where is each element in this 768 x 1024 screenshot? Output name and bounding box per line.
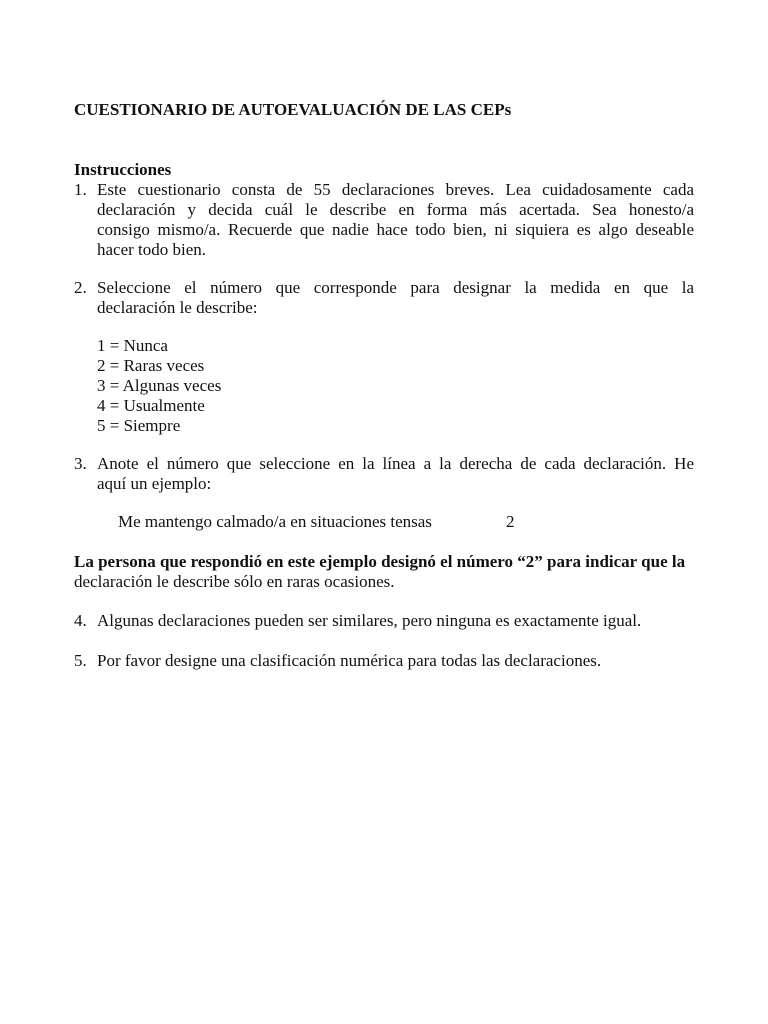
- scale-option: 1 = Nunca: [97, 336, 168, 355]
- instruction-number: 4.: [74, 611, 87, 630]
- instruction-text: [97, 454, 694, 494]
- instruction-item-2: [74, 278, 694, 318]
- example-explanation: [74, 552, 694, 592]
- rating-scale: [97, 336, 221, 436]
- instruction-number: 2.: [74, 278, 87, 297]
- explanation-line: declaración le describe sólo en raras ocasiones.: [74, 572, 395, 591]
- instruction-item-5: [74, 651, 694, 671]
- example-value: 2: [506, 512, 515, 531]
- instruction-number: 5.: [74, 651, 87, 670]
- scale-option: 5 = Siempre: [97, 416, 181, 435]
- scale-option: 4 = Usualmente: [97, 396, 205, 415]
- instruction-line: declaración le describe:: [97, 298, 258, 317]
- instruction-line: consigo mismo/a. Recuerde que nadie hace todo bien, ni siquiera es algo deseable: [97, 220, 694, 239]
- instruction-item-1: [74, 180, 694, 260]
- instruction-line: declaración y decida cuál le describe en forma más acertada. Sea honesto/a: [97, 200, 694, 219]
- instruction-line: Por favor designe una clasificación numérica para todas las declaraciones.: [97, 651, 602, 670]
- instruction-text: [97, 180, 694, 260]
- document-title: CUESTIONARIO DE AUTOEVALUACIÓN DE LAS CEPs: [74, 100, 512, 119]
- example-statement: Me mantengo calmado/a en situaciones tensas: [118, 512, 432, 531]
- instruction-line: Anote el número que seleccione en la línea a la derecha de cada declaración. He: [97, 454, 694, 473]
- instruction-item-4: [74, 611, 694, 631]
- explanation-bold-line: La persona que respondió en este ejemplo designó el número “2” para indicar que la: [74, 552, 686, 571]
- scale-option: 3 = Algunas veces: [97, 376, 222, 395]
- instruction-number: 3.: [74, 454, 87, 473]
- instruction-number: 1.: [74, 180, 87, 199]
- instruction-line: Seleccione el número que corresponde para designar la medida en que la: [97, 278, 694, 297]
- instruction-line: hacer todo bien.: [97, 240, 207, 259]
- instruction-line: Este cuestionario consta de 55 declaraciones breves. Lea cuidadosamente cada: [97, 180, 694, 199]
- instruction-item-3: [74, 454, 694, 494]
- scale-option: 2 = Raras veces: [97, 356, 205, 375]
- instruction-line: Algunas declaraciones pueden ser similares, pero ninguna es exactamente igual.: [97, 611, 642, 630]
- instruction-text: [97, 278, 694, 318]
- instruction-text: [97, 611, 694, 631]
- instruction-line: aquí un ejemplo:: [97, 474, 212, 493]
- instruction-text: [97, 651, 694, 671]
- instructions-heading: Instrucciones: [74, 160, 172, 179]
